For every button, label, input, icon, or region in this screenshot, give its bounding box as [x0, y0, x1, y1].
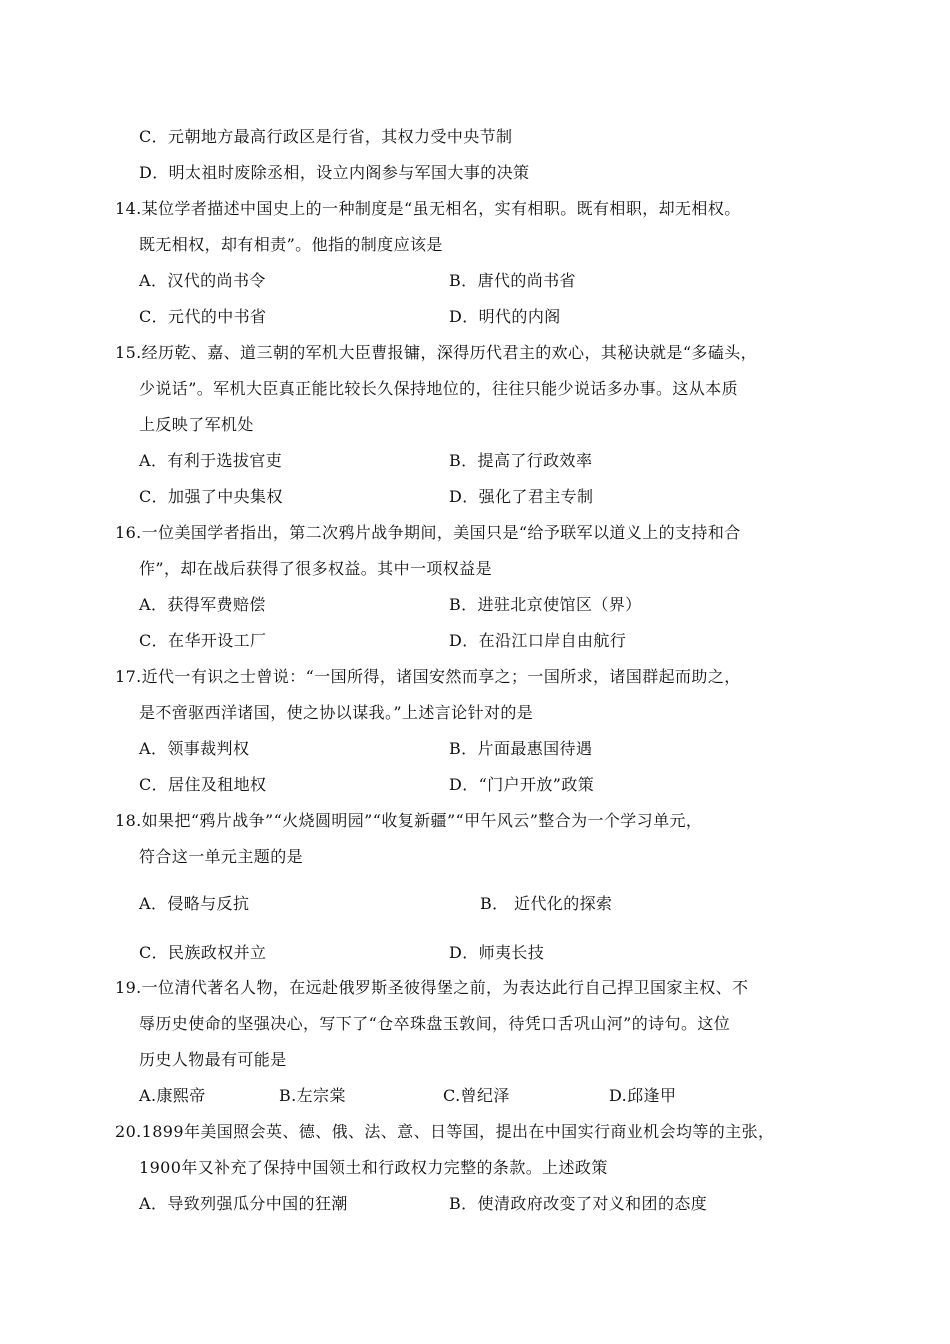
q16-option-c: C．在华开设工厂	[139, 631, 267, 650]
q18-option-c: C．民族政权并立	[139, 943, 267, 962]
q20-stem-line-1: 20.1899年美国照会英、德、俄、法、意、日等国，提出在中国实行商业机会均等的主张，	[115, 1122, 775, 1141]
q14-option-c: C．元代的中书省	[139, 307, 267, 326]
q14-stem-line-1: 14.某位学者描述中国史上的一种制度是“虽无相名，实有相职。既有相职，却无相权。	[115, 199, 741, 218]
q15-option-c: C．加强了中央集权	[139, 487, 283, 506]
q14-stem-line-2: 既无相权，却有相责”。他指的制度应该是	[139, 235, 443, 254]
q16-option-d: D．在沿江口岸自由航行	[449, 631, 627, 650]
q20-option-a: A．导致列强瓜分中国的狂潮	[139, 1194, 348, 1213]
q19-option-c: C.曾纪泽	[443, 1086, 510, 1105]
q19-option-d: D.邱逢甲	[609, 1086, 677, 1105]
q19-stem-line-2: 辱历史使命的坚强决心，写下了“仓卒珠盘玉敦间，待凭口舌巩山河”的诗句。这位	[139, 1014, 731, 1033]
q16-stem-line-1: 16.一位美国学者指出，第二次鸦片战争期间，美国只是“给予联军以道义上的支持和合	[115, 523, 741, 542]
q19-option-a: A.康熙帝	[139, 1086, 206, 1105]
q17-stem-line-2: 是不啻驱西洋诸国，使之协以谋我。”上述言论针对的是	[139, 703, 534, 722]
q16-stem-line-2: 作”，却在战后获得了很多权益。其中一项权益是	[139, 559, 492, 578]
q14-option-d: D．明代的内阁	[449, 307, 561, 326]
q19-option-b: B.左宗棠	[279, 1086, 346, 1105]
q16-option-a: A．获得军费赔偿	[139, 595, 266, 614]
q14-option-a: A．汉代的尚书令	[139, 271, 266, 290]
q15-option-a: A．有利于选拔官吏	[139, 451, 283, 470]
q15-stem-line-3: 上反映了军机处	[139, 415, 254, 434]
q18-option-a: A．侵略与反抗	[139, 894, 250, 913]
q18-stem-line-1: 18.如果把“鸦片战争”“火烧圆明园”“收复新疆”“甲午风云”整合为一个学习单元，	[115, 811, 703, 830]
q18-option-d: D．师夷长技	[449, 943, 545, 962]
q17-option-b: B．片面最惠国待遇	[449, 739, 593, 758]
q17-option-d: D．“门户开放”政策	[449, 775, 595, 794]
q15-option-d: D．强化了君主专制	[449, 487, 594, 506]
q17-option-a: A．领事裁判权	[139, 739, 250, 758]
q20-stem-line-2: 1900年又补充了保持中国领土和行政权力完整的条款。上述政策	[139, 1158, 608, 1177]
q16-option-b: B．进驻北京使馆区（界）	[449, 595, 642, 614]
q18-option-b: B． 近代化的探索	[480, 894, 613, 913]
q17-option-c: C．居住及租地权	[139, 775, 267, 794]
q15-stem-line-2: 少说话”。军机大臣真正能比较长久保持地位的，往往只能少说话多办事。这从本质	[139, 379, 738, 398]
q18-stem-line-2: 符合这一单元主题的是	[139, 847, 304, 866]
q19-stem-line-1: 19.一位清代著名人物，在远赴俄罗斯圣彼得堡之前，为表达此行自己捍卫国家主权、不	[115, 978, 749, 997]
q15-stem-line-1: 15.经历乾、嘉、道三朝的军机大臣曹报镛，深得历代君主的欢心，其秘诀就是“多磕头，	[115, 343, 758, 362]
q20-option-b: B．使清政府改变了对义和团的态度	[449, 1194, 708, 1213]
q14-option-b: B．唐代的尚书省	[449, 271, 576, 290]
q17-stem-line-1: 17.近代一有识之士曾说：“一国所得，诸国安然而享之；一国所求，诸国群起而助之，	[115, 667, 741, 686]
q13-option-c: C．元朝地方最高行政区是行省，其权力受中央节制	[139, 127, 513, 146]
q13-option-d: D．明太祖时废除丞相，设立内阁参与军国大事的决策	[139, 163, 530, 182]
q15-option-b: B．提高了行政效率	[449, 451, 593, 470]
q19-stem-line-3: 历史人物最有可能是	[139, 1050, 287, 1069]
